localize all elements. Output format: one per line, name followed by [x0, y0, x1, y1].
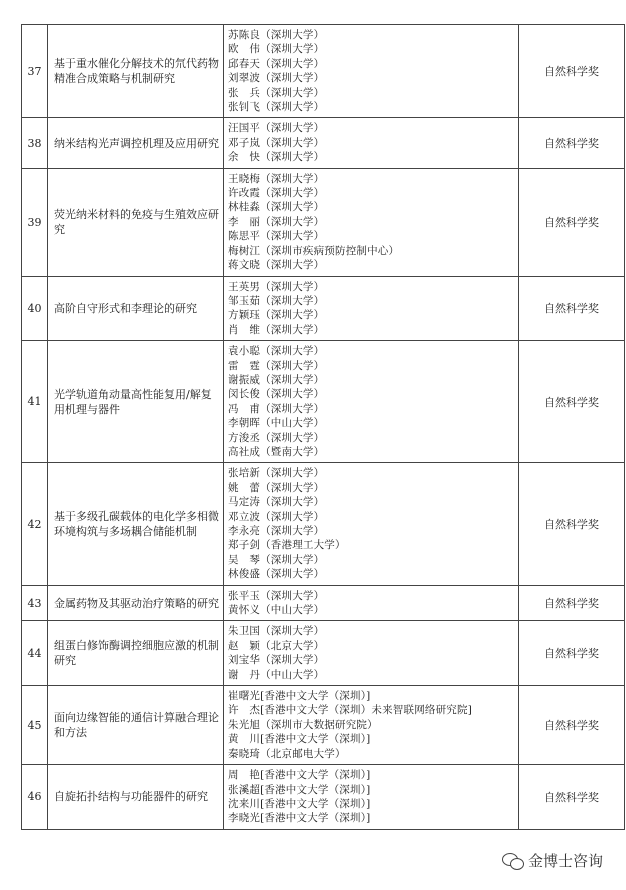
award-type: 自然科学奖: [519, 276, 625, 341]
award-type: 自然科学奖: [519, 585, 625, 621]
person-entry: 林俊盛（深圳大学）: [228, 568, 325, 581]
person-entry: 邹玉茹（深圳大学）: [228, 294, 325, 307]
wechat-icon: [502, 852, 524, 870]
person-entry: 苏陈良（深圳大学）: [228, 29, 325, 41]
person-entry: 冯 甫（深圳大学）: [228, 402, 325, 415]
person-entry: 张 兵（深圳大学）: [228, 86, 325, 99]
award-type: 自然科学奖: [519, 463, 625, 585]
table-row: [22, 341, 625, 463]
person-entry: 李晓光[香港中文大学（深圳）]: [228, 812, 371, 825]
project-title: 金属药物及其驱动治疗策略的研究: [48, 585, 224, 621]
person-entry: 邱春天（深圳大学）: [228, 57, 325, 70]
person-entry: 汪国平（深圳大学）: [228, 122, 325, 135]
person-entry: 崔曙光[香港中文大学（深圳）]: [228, 690, 371, 703]
table-row: [22, 118, 625, 168]
award-type: 自然科学奖: [519, 341, 625, 463]
people-list: [224, 765, 519, 830]
row-number: 41: [22, 341, 48, 463]
person-entry: 欧 伟（深圳大学）: [228, 43, 325, 56]
award-type: 自然科学奖: [519, 25, 625, 118]
person-entry: 高社成（暨南大学）: [228, 445, 325, 458]
person-entry: 姚 蕾（深圳大学）: [228, 481, 325, 494]
person-entry: 陈思平（深圳大学）: [228, 230, 325, 243]
person-entry: 郑子剑（香港理工大学）: [228, 539, 346, 552]
person-entry: 林桂淼（深圳大学）: [228, 201, 325, 214]
people-list: [224, 621, 519, 686]
project-title: 基于重水催化分解技术的氘代药物精准合成策略与机制研究: [48, 25, 224, 118]
person-entry: 李永亮（深圳大学）: [228, 525, 325, 537]
project-title: 纳米结构光声调控机理及应用研究: [48, 118, 224, 168]
person-entry: 朱卫国（深圳大学）: [228, 625, 325, 638]
person-entry: 梅树江（深圳市疾病预防控制中心）: [228, 244, 400, 257]
awards-table: [21, 24, 625, 830]
row-number: 45: [22, 686, 48, 765]
row-number: 46: [22, 765, 48, 830]
person-entry: 李 丽（深圳大学）: [228, 215, 325, 228]
watermark: [502, 850, 603, 871]
watermark-text: 金博士咨询: [528, 852, 604, 870]
person-entry: 张培新（深圳大学）: [228, 467, 325, 480]
people-list: [224, 686, 519, 765]
row-number: 43: [22, 585, 48, 621]
person-entry: 王晓梅（深圳大学）: [228, 172, 325, 185]
table-row: [22, 463, 625, 585]
table-row: [22, 621, 625, 686]
person-entry: 张钊飞（深圳大学）: [228, 101, 325, 114]
table-row: [22, 585, 625, 621]
person-entry: 雷 霆（深圳大学）: [228, 359, 325, 372]
person-entry: 刘宝华（深圳大学）: [228, 654, 325, 667]
person-entry: 黄 川[香港中文大学（深圳）]: [228, 733, 371, 746]
project-title: 组蛋白修饰酶调控细胞应激的机制研究: [48, 621, 224, 686]
table-row: [22, 25, 625, 118]
row-number: 38: [22, 118, 48, 168]
award-type: 自然科学奖: [519, 686, 625, 765]
project-title: 基于多级孔碳载体的电化学多相微环境构筑与多场耦合储能机制: [48, 463, 224, 585]
person-entry: 谢 丹（中山大学）: [228, 668, 325, 681]
person-entry: 方颖珏（深圳大学）: [228, 309, 325, 322]
person-entry: 王英男（深圳大学）: [228, 280, 325, 293]
person-entry: 许改霞（深圳大学）: [228, 187, 325, 200]
person-entry: 闵长俊（深圳大学）: [228, 388, 325, 401]
row-number: 39: [22, 168, 48, 276]
project-title: 面向边缘智能的通信计算融合理论和方法: [48, 686, 224, 765]
award-type: 自然科学奖: [519, 621, 625, 686]
person-entry: 许 杰[香港中文大学（深圳）未来智联网络研究院]: [228, 704, 472, 717]
person-entry: 余 快（深圳大学）: [228, 151, 325, 164]
people-list: [224, 25, 519, 118]
table-row: [22, 276, 625, 341]
person-entry: 张平玉（深圳大学）: [228, 589, 325, 602]
person-entry: 邓子岚（深圳大学）: [228, 136, 325, 149]
project-title: 自旋拓扑结构与功能器件的研究: [48, 765, 224, 830]
award-type: 自然科学奖: [519, 765, 625, 830]
table-row: [22, 686, 625, 765]
project-title: 高阶自守形式和李理论的研究: [48, 276, 224, 341]
person-entry: 蒋文晓（深圳大学）: [228, 259, 325, 272]
people-list: [224, 168, 519, 276]
row-number: 44: [22, 621, 48, 686]
person-entry: 张溪超[香港中文大学（深圳）]: [228, 783, 371, 796]
person-entry: 黄怀义（中山大学）: [228, 604, 325, 617]
person-entry: 肖 维（深圳大学）: [228, 323, 325, 336]
person-entry: 谢振威（深圳大学）: [228, 373, 325, 386]
people-list: [224, 585, 519, 621]
person-entry: 袁小聪（深圳大学）: [228, 345, 325, 358]
person-entry: 邓立波（深圳大学）: [228, 510, 325, 523]
awards-table-body: [22, 25, 625, 830]
person-entry: 赵 颖（北京大学）: [228, 639, 325, 652]
person-entry: 朱光旭（深圳市大数据研究院）: [228, 718, 378, 731]
people-list: [224, 118, 519, 168]
award-type: 自然科学奖: [519, 168, 625, 276]
person-entry: 周 艳[香港中文大学（深圳）]: [228, 769, 371, 782]
row-number: 42: [22, 463, 48, 585]
project-title: 光学轨道角动量高性能复用/解复用机理与器件: [48, 341, 224, 463]
person-entry: 刘翠波（深圳大学）: [228, 72, 325, 85]
row-number: 37: [22, 25, 48, 118]
person-entry: 李朝晖（中山大学）: [228, 417, 325, 430]
table-row: [22, 765, 625, 830]
person-entry: 沈来川[香港中文大学（深圳）]: [228, 797, 371, 810]
project-title: 荧光纳米材料的免疫与生殖效应研究: [48, 168, 224, 276]
people-list: [224, 463, 519, 585]
person-entry: 马定涛（深圳大学）: [228, 496, 325, 509]
table-row: [22, 168, 625, 276]
person-entry: 吴 琴（深圳大学）: [228, 553, 325, 566]
award-type: 自然科学奖: [519, 118, 625, 168]
person-entry: 方浚丞（深圳大学）: [228, 431, 325, 444]
people-list: [224, 276, 519, 341]
row-number: 40: [22, 276, 48, 341]
person-entry: 秦晓琦（北京邮电大学）: [228, 747, 346, 760]
people-list: [224, 341, 519, 463]
